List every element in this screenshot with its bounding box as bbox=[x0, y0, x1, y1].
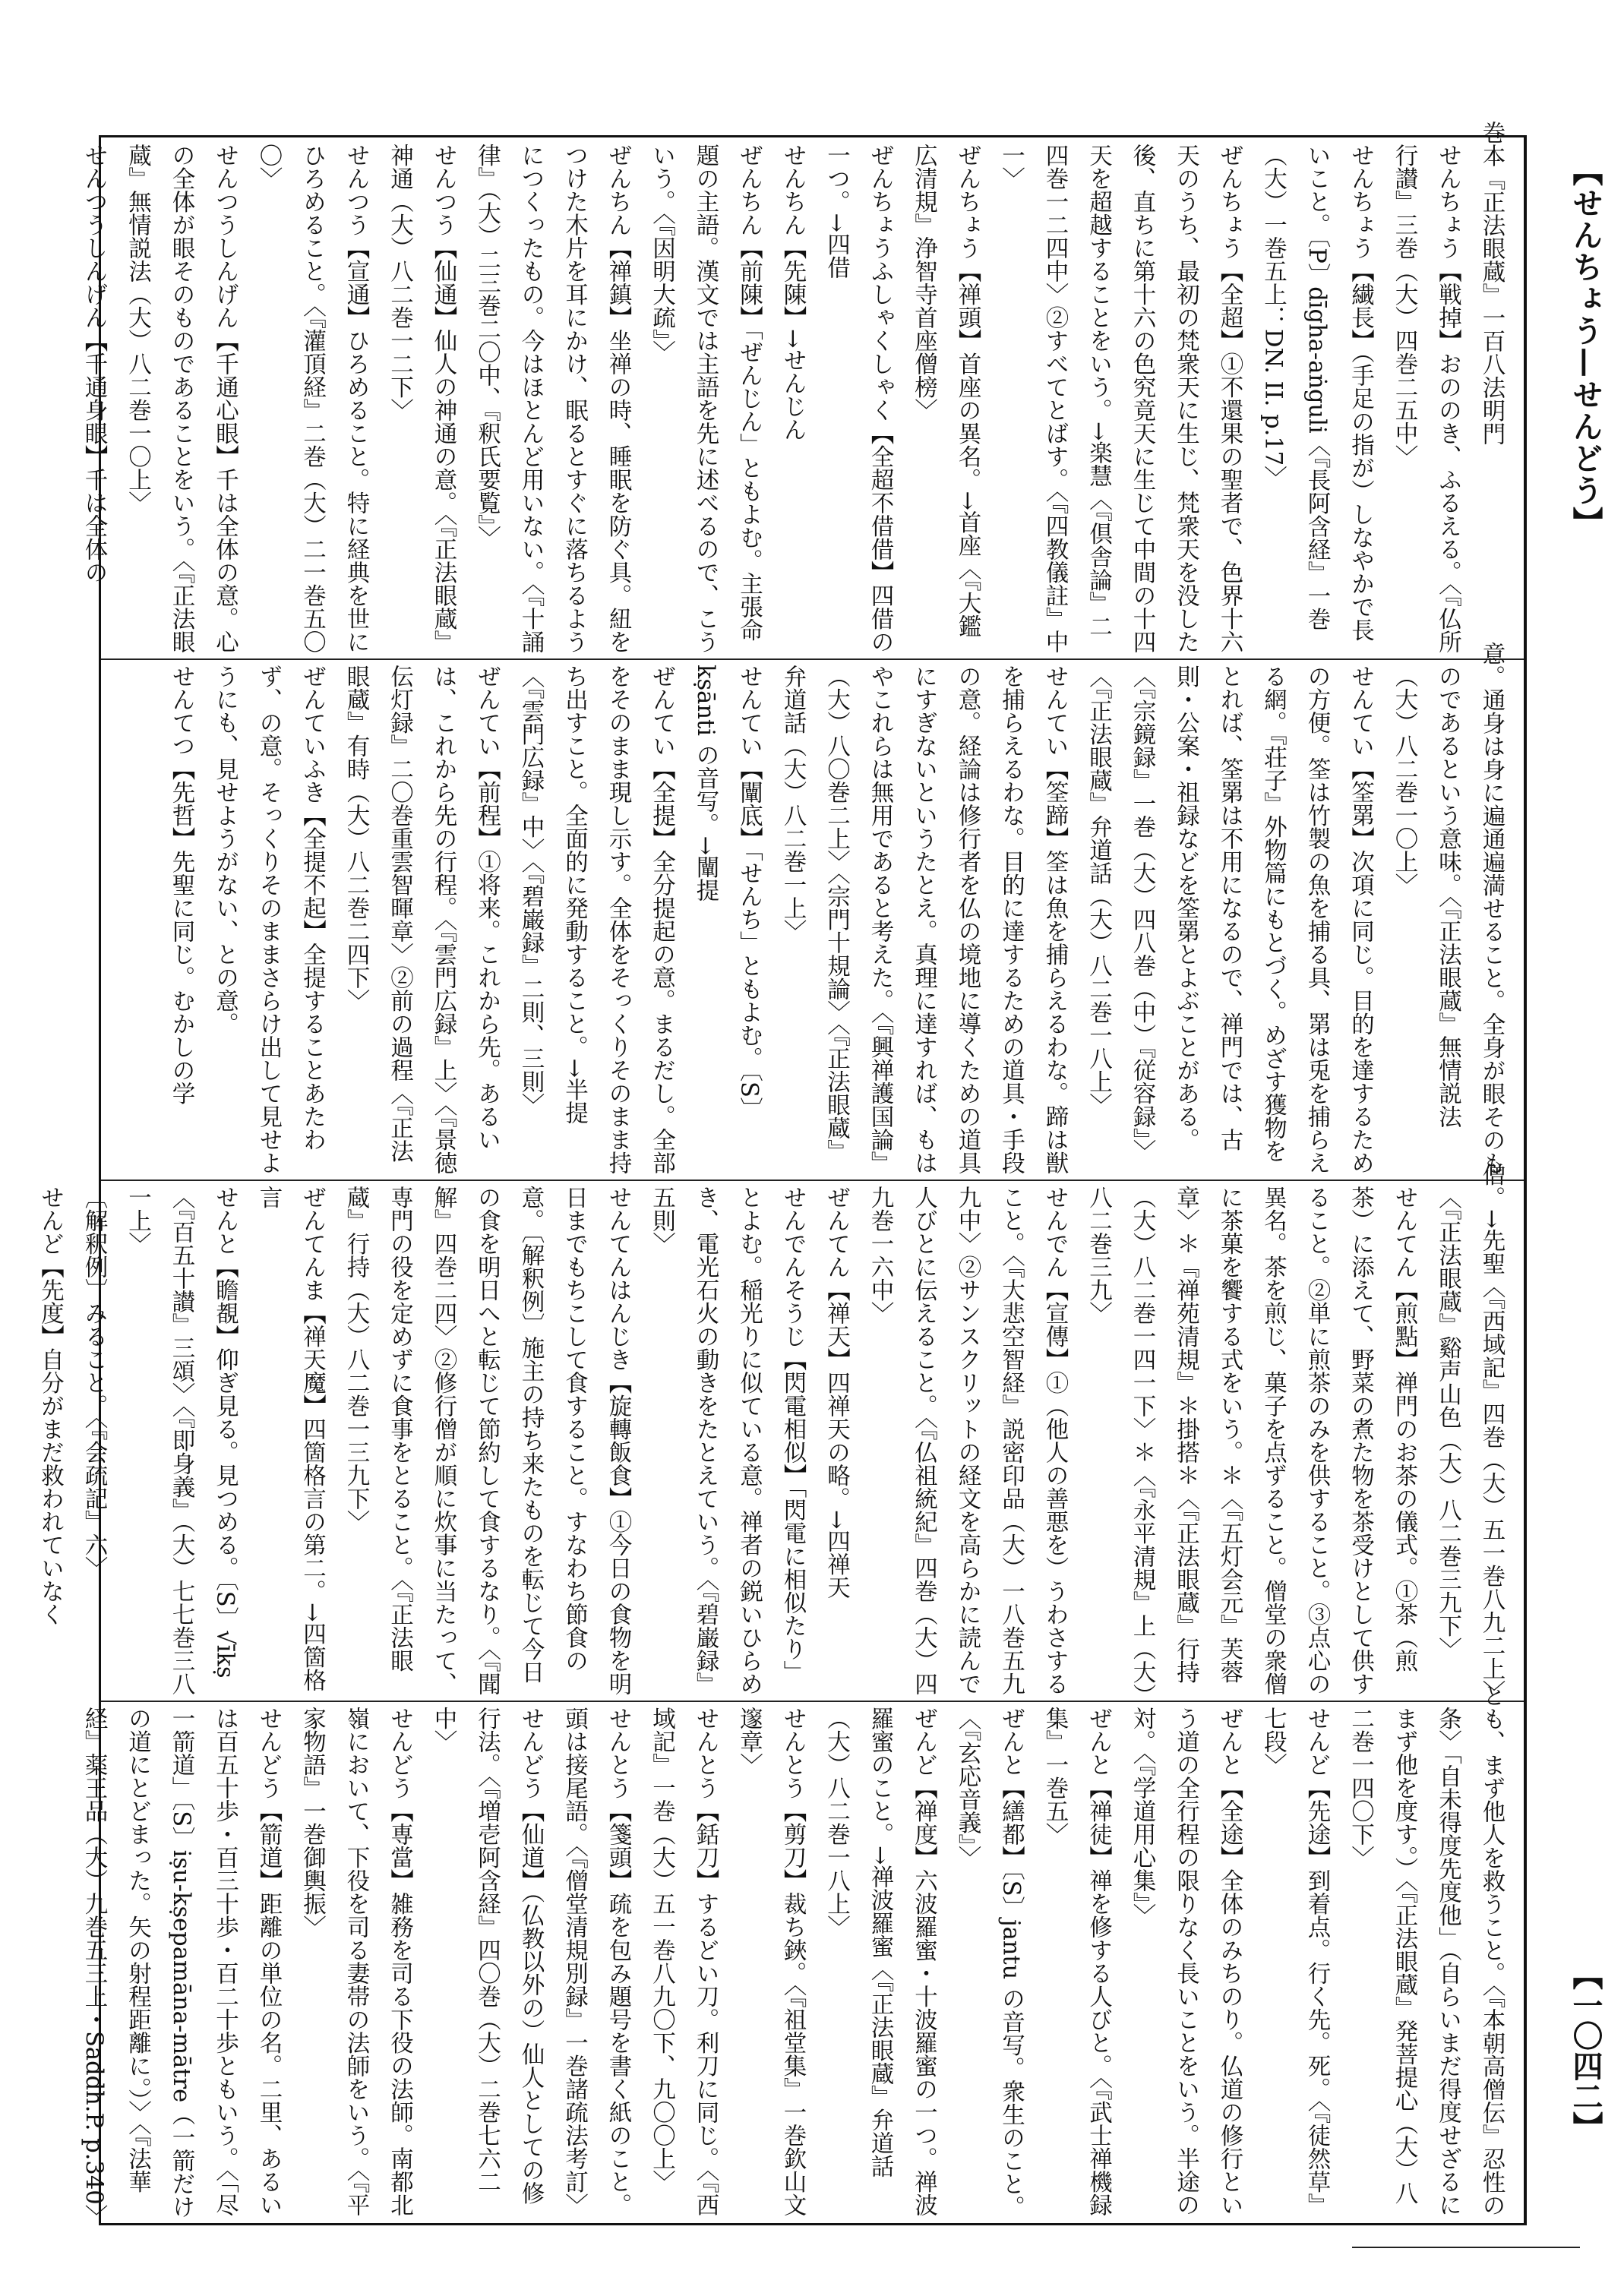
entry: せんとう【箋頭】疏を包み題号を書く紙のこと。頭は接尾語。〈『僧堂清規別録』一巻諸疏法考訂〉 bbox=[561, 1707, 631, 2216]
entry: ぜんと【繕都】〔S〕jantu の音写。衆生のこと。〈『玄応音義』〉 bbox=[954, 1707, 1025, 2219]
entry: 僧。→先聖〈『西域記』四巻（大）五一巻八九二上〉〈『正法眼蔵』谿声山色（大）八二巻三九下〉 bbox=[1434, 1162, 1505, 1692]
entry: せんどう【専當】雑務を司る下役の法師。南都北嶺において、下役を司る妻帯の法師をいう。〈『平家物語』一巻御輿振〉 bbox=[299, 1707, 413, 2216]
entry: せんとう【銛刀】するどい刀。利刀に同じ。〈『西域記』一巻（大）五一巻八九〇下、九〇〇上〉 bbox=[648, 1707, 719, 2216]
entry: せんてい【闡底】「せんち」ともよむ。〔S〕kṣānti の音写。→闡提 bbox=[692, 665, 763, 1121]
tier-divider bbox=[101, 1701, 1524, 1702]
entry: せんてい【筌蹄】筌は魚を捕らえるわな。蹄は獣を捕らえるわな。目的に達するための道具・手段の意。経論は修行者を仏の境地に導くための道具にすぎないというたとえ。真理に達すれば、もはやこれらは無用であると考えた。〈『興禅護国論』（大）八〇巻二上〉〈宗門十規論〉〈『正法眼蔵』弁道話（大）八二巻一上〉 bbox=[779, 665, 1068, 1174]
entry: せんちん【先陳】→せんじん bbox=[779, 144, 806, 441]
entry: ぜんてん【禅天】四禅天の略。→四禅天 bbox=[823, 1186, 850, 1600]
entry: ぜんと【禅徒】禅を修する人びと。〈『武士禅機録集』一巻五〉 bbox=[1041, 1707, 1112, 2216]
entry: ぜんていふき【全提不起】全提することあたわず、の意。そっくりそのままさらけ出して見せようにも、見せようがない、との意。 bbox=[211, 665, 326, 1174]
entry: せんでんそうじ【閃電相似】「閃電に相似たり」とよむ。稲光りに似ている意。禅者の鋭いひらめき、電光石火の動きをたとえていう。〈『碧巌録』五則〉 bbox=[648, 1186, 806, 1695]
entry: せんど【先途】到着点。行く先。死。〈『徒然草』七段〉 bbox=[1259, 1707, 1330, 2216]
entry: ぜんちょう【禅頭】首座の異名。→首座〈『大鑑広清規』浄智寺首座僧榜〉 bbox=[910, 144, 981, 638]
entry: ぜんてんま【禅天魔】四箇格言の第二。→四箇格言 bbox=[255, 1186, 326, 1692]
entry: せんてつ【先哲】先聖に同じ。むかしの学 bbox=[168, 665, 194, 1105]
tier-2 bbox=[101, 641, 1524, 1178]
entry: せんつうしんげん【千通心眼】千は全体の意。心の全体が眼そのものであることをいう。〈『正法眼蔵』無情説法（大）八二巻一〇上〉 bbox=[124, 144, 239, 653]
entry: ぜんちょう【全超】①不還果の聖者で、色界十六天のうち、最初の梵衆天に生じ、梵衆天を没した後、直ちに第十六の色究竟天に生じて中間の十四天を超越することをいう。→楽慧〈『倶舎論』二四巻一二四中〉②すべてとばす。〈『四教儀註』中一〉 bbox=[997, 144, 1243, 653]
entry: 〔解釈例〕みること。〈『会疏記』六〉 bbox=[81, 1186, 107, 1580]
entry: 意。通身は身に遍通遍満せること。全身が眼そのものであるという意味。〈『正法眼蔵』無情説法（大）八二巻一〇上〉 bbox=[1391, 641, 1505, 1174]
tier-divider bbox=[101, 1180, 1524, 1181]
entry: せんと【瞻覩】仰ぎ見る。見つめる。〔S〕√īkṣ 〈『百五十讃』三頌〉〈『即身義』（大）七七巻三八一上〉 bbox=[124, 1186, 239, 1695]
entry: ぜんてい【前程】①将来。これから先。あるいは、これから先の行程。〈『雲門広録』上〉〈『景徳伝灯録』二〇巻重雲智暉章〉②前の過程〈『正法眼蔵』有時（大）八二巻二四下〉 bbox=[343, 665, 501, 1174]
entry: ぜんちん【禅鎮】坐禅の時、睡眠を防ぐ具。紐をつけた木片を耳にかけ、眠るとすぐに落ちるようにつくったもの。今はほとんど用いない。〈『十誦律』（大）二三巻二〇中、『釈氏要覧』〉 bbox=[473, 144, 631, 653]
tier-4 bbox=[81, 1683, 1524, 2228]
page-frame bbox=[36, 120, 1527, 2228]
entry: せんど【先度】自分がまだ救われていなく bbox=[36, 1186, 64, 1626]
entry: せんとう【剪刀】裁ち鋏。〈『祖堂集』一巻欽山文邃章〉 bbox=[735, 1707, 806, 2216]
entry: せんてん【煎點】禅門のお茶の儀式。①茶（煎茶）に添えて、野菜の煮た物を茶受けとして供すること。②単に煎茶のみを供すること。③点心の異名。茶を煎じ、菓子を点ずること。僧堂の衆僧に茶菓を饗する式をいう。＊〈『五灯会元』芙蓉章〉＊『禅苑清規』＊掛搭＊〈『正法眼蔵』行持（大）八二巻一四一下〉＊〈『永平清規』上（大）八二巻三九〉 bbox=[1085, 1186, 1417, 1695]
entry: せんちょう【繊長】（手足の指が）しなやかで長いこと。〔P〕dīgha-aṅguli〈『長阿含経』一巻（大）一巻五上：DN. II. p.17〉 bbox=[1259, 144, 1374, 642]
entry: ぜんちん【前陳】「ぜんじん」ともよむ。主張命題の主語。漢文では主語を先に述べるので、こういう。〈『因明大疏』〉 bbox=[648, 144, 763, 653]
entry: せんつう【仙通】仙人の神通の意。〈『正法眼蔵』神通（大）八二巻一二下〉 bbox=[386, 144, 457, 653]
entry: ぜんど【禅度】六波羅蜜・十波羅蜜の一つ。禅波羅蜜のこと。→禅波羅蜜〈『正法眼蔵』弁道話（大）八二巻一八上〉 bbox=[823, 1707, 937, 2216]
entry: せんどう【仙道】（仏教以外の）仙人としての修行法。〈『増壱阿含経』四〇巻（大）二巻七六二中〉 bbox=[430, 1707, 544, 2205]
entry: せんでん【宣傳】①（他人の善悪を）うわさすること。〈『大悲空智経』説密印品（大）一八巻五九九中〉②サンスクリットの経文を高らかに読んで人びとに伝えること。〈『仏祖統紀』四巻（大）四九巻一六中〉 bbox=[867, 1186, 1068, 1695]
tier-divider bbox=[101, 658, 1524, 660]
entry: ぜんちょうふしゃくしゃく【全超不借借】四借の一つ。→四借 bbox=[823, 144, 893, 653]
entry: せんどう【箭道】距離の単位の名。二里、あるいは百五十歩・百三十歩・百二十歩ともいう。〈「尽一箭道」〔S〕iṣu-kṣepamāna-mātre（一箭だけの道にとどまった。矢の射程距離に。）〉〈『法華経』薬王品（大）九巻五三上・Saddh.P. p.340〉 bbox=[81, 1707, 282, 2228]
entry: せんつうしんげん【千通身眼】千は全体の bbox=[81, 144, 107, 584]
entry: ぜんと【全途】全体のみちのり。仏道の修行という道の全行程の限りなく長いことをいう。半途の対。〈『学道用心集』〉 bbox=[1129, 1707, 1243, 2216]
entry: せんちょう【戦掉】おののき、ふるえる。〈『仏所行讃』三巻（大）四巻二五中〉 bbox=[1391, 144, 1461, 653]
entry: 巻本『正法眼蔵』一百八法明門 bbox=[1478, 120, 1505, 445]
entry: せんてい【筌罤】次項に同じ。目的を達するための方便。筌は竹製の魚を捕る具、罤は兎を捕らえる網。『荘子』外物篇にもとづく。めざす獲物をとれば、筌罤は不用になるので、禅門では、古則・公案・祖録などを筌罤とよぶことがある。〈『宗鏡録』一巻（大）四八巻（中）『従容録』〉〈『正法眼蔵』弁道話（大）八二巻一八上〉 bbox=[1085, 665, 1374, 1174]
entry: とも、まず他人を救うこと。〈『本朝高僧伝』忍性の条〉「自未得度先度他」（自らいまだ得度せざるにまず他を度す。）〈『正法眼蔵』発菩提心（大）八二巻一四〇下〉 bbox=[1347, 1683, 1505, 2216]
bottom-rule bbox=[1352, 2247, 1580, 2248]
entry: せんてんはんじき【旋轉飯食】①今日の食物を明日までもちこして食すること。すなわち節食の意。〔解釈例〕施主の持ち来たものを転じて今日の食を明日へと転じて節約して食するなり。〈『聞解』四巻二四〉②修行僧が順に炊事に当たって、専門の役を定めずに食事をとること。〈『正法眼蔵』行持（大）八二巻一三九下〉 bbox=[343, 1186, 631, 1695]
tier-1 bbox=[81, 120, 1524, 657]
tier-3 bbox=[36, 1162, 1524, 1699]
page-number: 【一〇四二】 bbox=[1568, 1960, 1603, 2142]
entry: ぜんてい【全提】全分提起の意。まるだし。全部をそのまま現し示す。全体をそっくりそのまま持ち出すこと。全面的に発動すること。→半提〈『雲門広録』中〉〈『碧巌録』二則、三則〉 bbox=[517, 665, 675, 1174]
running-head: 【せんちょう—せんどう】 bbox=[1568, 156, 1603, 538]
entry: せんつう【宣通】ひろめること。特に経典を世にひろめること。〈『灌頂経』二巻（大）二一巻五〇〇〉 bbox=[255, 144, 369, 653]
